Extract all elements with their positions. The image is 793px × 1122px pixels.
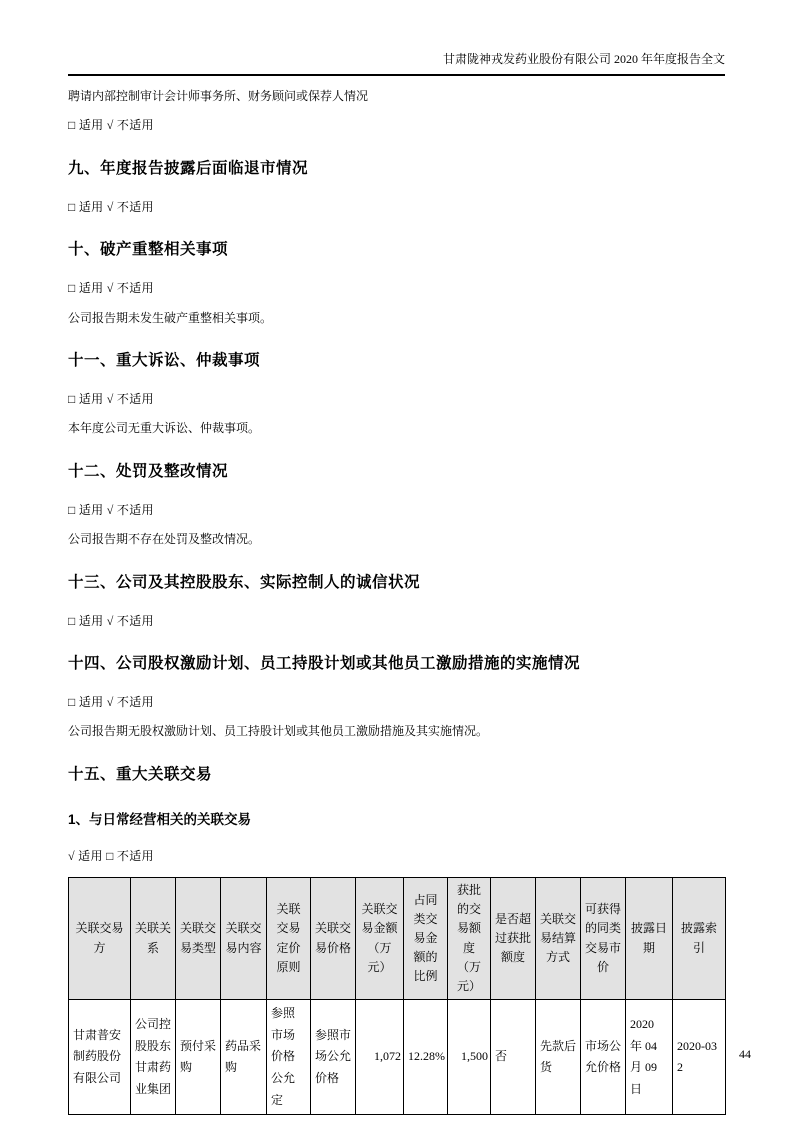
section-title-12: 十二、处罚及整改情况 <box>68 462 229 480</box>
subsection-title: 1、与日常经营相关的关联交易 <box>68 811 252 827</box>
cell-content: 药品采购 <box>221 1000 267 1115</box>
cell-pricing-principle: 参照市场价格公允定 <box>267 1000 311 1115</box>
section-note-12: 公司报告期不存在处罚及整改情况。 <box>68 532 261 547</box>
col-header-relation: 关联关系 <box>131 878 176 1000</box>
cell-exceed-quota: 否 <box>491 1000 536 1115</box>
col-header-disclosure-date: 披露日期 <box>626 878 673 1000</box>
col-header-price: 关联交易价格 <box>311 878 356 1000</box>
col-header-approved-quota: 获批的交易额度（万元） <box>448 878 491 1000</box>
section-title-10: 十、破产重整相关事项 <box>68 241 229 259</box>
applicability-line-9: □ 适用 √ 不适用 <box>68 199 154 214</box>
section-title-15: 十五、重大关联交易 <box>68 765 213 783</box>
applicability-line-subsection: √ 适用 □ 不适用 <box>68 848 154 863</box>
cell-ratio: 12.28% <box>404 1000 448 1115</box>
section-title-14: 十四、公司股权激励计划、员工持股计划或其他员工激励措施的实施情况 <box>68 654 581 672</box>
section-note-10: 公司报告期未发生破产重整相关事项。 <box>68 310 273 325</box>
col-header-pricing-principle: 关联交易定价原则 <box>267 878 311 1000</box>
applicability-line-12: □ 适用 √ 不适用 <box>68 502 154 517</box>
page-number: 44 <box>739 1047 751 1061</box>
related-party-transactions-table <box>68 877 726 1115</box>
cell-settlement: 先款后货 <box>536 1000 581 1115</box>
cell-price: 参照市场公允价格 <box>311 1000 356 1115</box>
cell-relation: 公司控股股东甘肃药业集团 <box>131 1000 176 1115</box>
col-header-settlement: 关联交易结算方式 <box>536 878 581 1000</box>
col-header-amount: 关联交易金额（万元） <box>356 878 404 1000</box>
cell-party: 甘肃普安制药股份有限公司 <box>69 1000 131 1115</box>
section-note-11: 本年度公司无重大诉讼、仲裁事项。 <box>68 421 261 436</box>
applicability-line-10: □ 适用 √ 不适用 <box>68 281 154 296</box>
applicability-line-13: □ 适用 √ 不适用 <box>68 613 154 628</box>
col-header-disclosure-index: 披露索引 <box>673 878 726 1000</box>
col-header-exceed-quota: 是否超过获批额度 <box>491 878 536 1000</box>
cell-market-price: 市场公允价格 <box>581 1000 626 1115</box>
applicability-line-intro: □ 适用 √ 不适用 <box>68 118 154 133</box>
col-header-type: 关联交易类型 <box>176 878 221 1000</box>
table-row <box>69 1000 726 1115</box>
col-header-party: 关联交易方 <box>69 878 131 1000</box>
section-title-11: 十一、重大诉讼、仲裁事项 <box>68 351 261 369</box>
cell-type: 预付采购 <box>176 1000 221 1115</box>
cell-disclosure-index: 2020-032 <box>673 1000 726 1115</box>
section-note-14: 公司报告期无股权激励计划、员工持股计划或其他员工激励措施及其实施情况。 <box>68 724 489 739</box>
intro-text: 聘请内部控制审计会计师事务所、财务顾问或保荐人情况 <box>68 89 369 103</box>
cell-approved-quota: 1,500 <box>448 1000 491 1115</box>
page-header <box>68 0 725 76</box>
applicability-line-14: □ 适用 √ 不适用 <box>68 694 154 709</box>
section-title-13: 十三、公司及其控股股东、实际控制人的诚信状况 <box>68 573 421 591</box>
table-header-row <box>69 878 726 1000</box>
cell-disclosure-date: 2020 年 04 月 09 日 <box>626 1000 673 1115</box>
col-header-market-price: 可获得的同类交易市价 <box>581 878 626 1000</box>
col-header-ratio: 占同类交易金额的比例 <box>404 878 448 1000</box>
col-header-content: 关联交易内容 <box>221 878 267 1000</box>
cell-amount: 1,072 <box>356 1000 404 1115</box>
applicability-line-11: □ 适用 √ 不适用 <box>68 391 154 406</box>
section-title-9: 九、年度报告披露后面临退市情况 <box>68 159 309 177</box>
header-title: 甘肃陇神戎发药业股份有限公司 2020 年年度报告全文 <box>442 52 725 66</box>
